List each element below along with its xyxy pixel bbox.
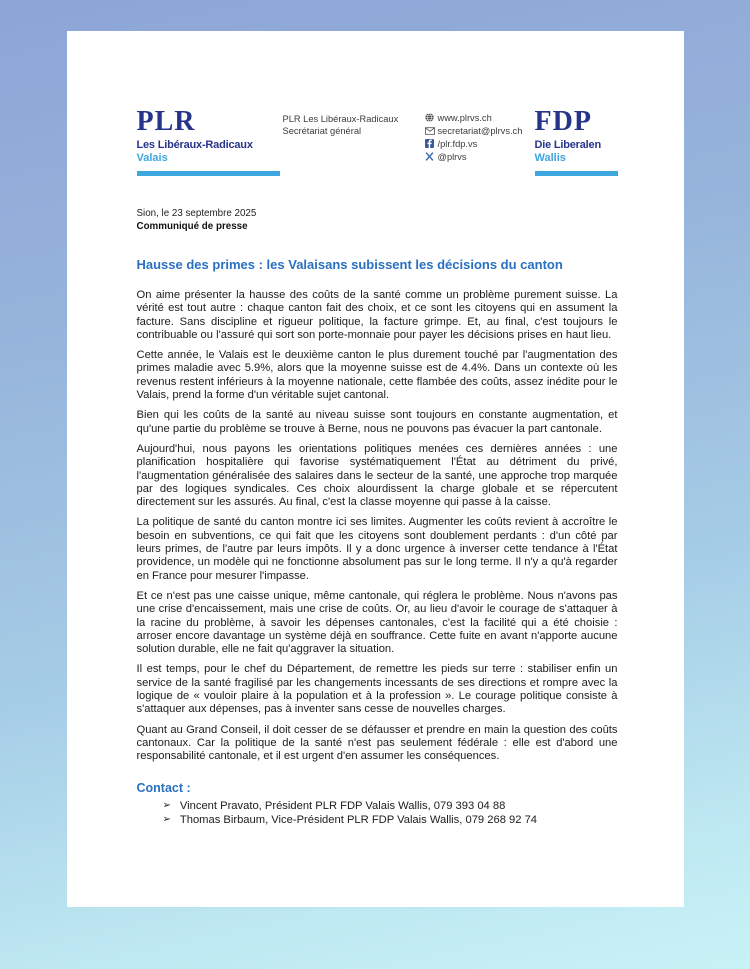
header-contacts (425, 108, 535, 164)
body-paragraph: Aujourd'hui, nous payons les orientations politiques menées ces dernières années : une planification hospitalière qui favorise systématiquement l'État au détriment du privé, l'augmentation généralisée des salaires dans le secteur de la santé, une approche trop marquée par des logiques syndicales. Ces choix alourdissent la charge globale et se répercutent directement sur les assurés. Au final, c'est la classe moyenne qui passe à la caisse. (136, 442, 618, 509)
facebook-icon (425, 139, 438, 148)
body-paragraph: Il est temps, pour le chef du Département, de remettre les pieds sur terre : stabiliser enfin un service de la santé fragilisé par les changements incessants de ses directions et rompre avec la logique de « vouloir plaire à la population et à la profession ». Le courage politique consiste à s'attaquer aux dépenses, pas à inventer sans cesse de nouvelles charges. (136, 663, 618, 716)
contact-item (163, 799, 618, 814)
org-department: Secrétariat général (282, 126, 362, 136)
document-page (67, 31, 684, 907)
arrow-bullet-icon: ➢ (162, 814, 171, 825)
plr-acronym: PLR (136, 106, 196, 137)
plr-logo (137, 108, 283, 176)
contact-row (425, 125, 535, 137)
globe-icon (425, 113, 438, 122)
x-icon (425, 152, 438, 161)
contact-heading: Contact : (136, 780, 191, 795)
contact-row (425, 151, 535, 163)
body-paragraph: Cette année, le Valais est le deuxième canton le plus durement touché par l'augmentation des primes maladie avec 5.9%, alors que la moyenne suisse est de 4.4%. Dans un contexte où les revenus restent inférieurs à la moyenne nationale, cette flambée des coûts, assez inédite pour le Valais, prend la forme d'un véritable sujet cantonal. (136, 349, 618, 402)
doc-type-label: Communiqué de presse (136, 221, 248, 232)
contact-text: secretariat@plrvs.ch (437, 125, 523, 136)
contact-text: www.plrvs.ch (437, 112, 492, 123)
body-paragraph: Quant au Grand Conseil, il doit cesser de se défausser et prendre en main la question des coûts cantonaux. Car la politique de la santé n'est pas seulement fédérale : elle est d'abord une responsabilité cantonale, et il est urgent d'en assumer les conséquences. (136, 723, 618, 763)
contact-item-text: Vincent Pravato, Président PLR FDP Valais Wallis, 079 393 04 88 (179, 799, 506, 812)
contact-row (425, 112, 535, 124)
letterhead (137, 108, 618, 176)
dateline: Sion, le 23 septembre 2025 (136, 208, 257, 219)
contact-item-text: Thomas Birbaum, Vice-Président PLR FDP Valais Wallis, 079 268 92 74 (179, 814, 538, 826)
fdp-acronym: FDP (534, 106, 592, 137)
contact-text: /plr.fdp.vs (437, 138, 478, 149)
plr-name-line: Les Libéraux-Radicaux (136, 139, 253, 151)
plr-underline-bar (137, 171, 280, 176)
org-name: PLR Les Libéraux-Radicaux (282, 114, 399, 124)
body-paragraph: La politique de santé du canton montre ici ses limites. Augmenter les coûts revient à accroître le besoin en subventions, ce qui fait que les citoyens sont doublement perdants : d'un côté par leurs primes, de l'autre par leurs impôts. Il y a donc urgence à inverser cette tendance à l'État providence, un modèle qui ne fonctionne absolument pas sur le long terme. Il n'y a qu'à regarder en France pour mesurer l'impasse. (136, 516, 618, 582)
date-block (137, 207, 618, 233)
body-paragraphs (137, 289, 618, 764)
fdp-underline-bar (535, 171, 618, 176)
desktop-background (0, 31, 750, 969)
arrow-bullet-icon: ➢ (162, 799, 171, 811)
press-release-title: Hausse des primes : les Valaisans subissent les décisions du canton (136, 257, 563, 272)
fdp-logo (535, 108, 618, 176)
org-block (283, 108, 425, 137)
fdp-name-line: Die Liberalen (534, 139, 601, 151)
contact-text: @plrvs (437, 151, 467, 162)
email-icon (425, 127, 438, 135)
contact-list (137, 799, 618, 828)
fdp-region-line: Wallis (534, 152, 566, 164)
body-paragraph: Et ce n'est pas une caisse unique, même cantonale, qui réglera le problème. Nous n'avons pas une crise d'encaissement, mais une crise de coûts. Or, au lieu d'avoir le courage de s'attaquer à la racine du problème, à savoir les dépenses cantonales, c'est la facilité qui a été choisie : arroser encore davantage un système déjà en souffrance. Cette fuite en avant n'apporte aucune solution durable, elle ne fait qu'aggraver la situation. (136, 589, 618, 656)
plr-region-line: Valais (136, 152, 168, 164)
body-paragraph: On aime présenter la hausse des coûts de la santé comme un problème purement suisse. La vérité est tout autre : chaque canton fait des choix, et ce sont les citoyens qui en assument la facture. Sans discipline et rigueur politique, la facture grimpe. Et, au final, c'est toujours le contribuable ou l'assuré qui sort son porte-monnaie pour payer les décisions prises en haut lieu. (136, 289, 618, 341)
contact-item (163, 813, 618, 828)
contact-row (425, 138, 535, 150)
body-paragraph: Bien qui les coûts de la santé au niveau suisse sont toujours en constante augmentation, et qu'une partie du problème se trouve à Berne, nous ne pouvons pas évacuer la part cantonale. (136, 409, 618, 435)
